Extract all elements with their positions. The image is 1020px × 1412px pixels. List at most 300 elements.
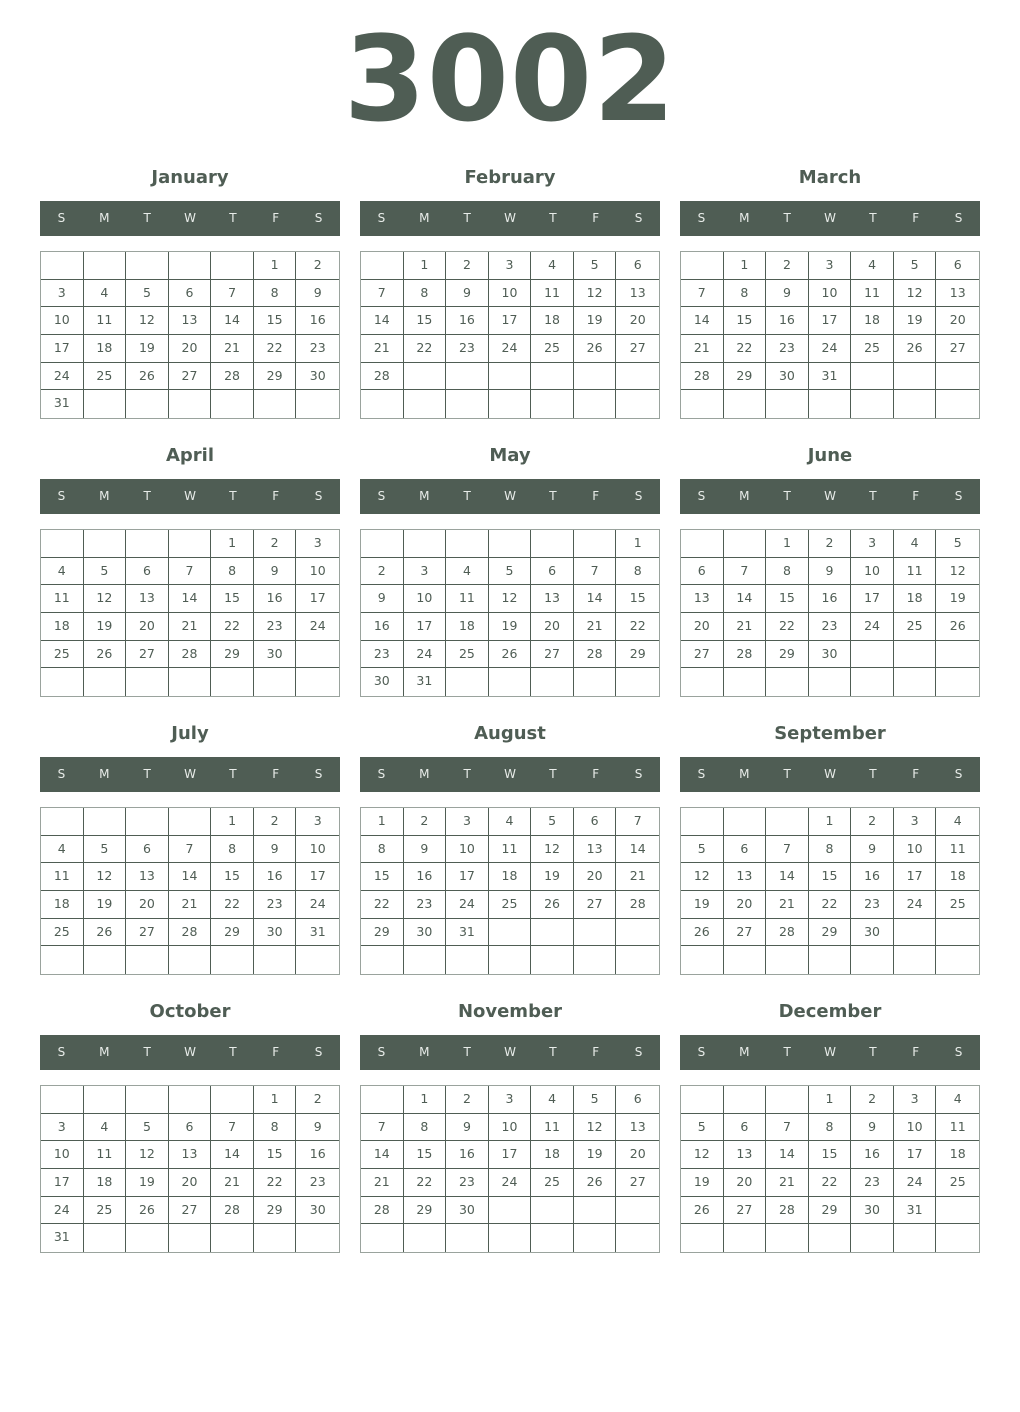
day-cell: 11: [489, 836, 532, 864]
day-cell: [296, 641, 339, 669]
month-title: November: [457, 1001, 563, 1022]
weekday-label: M: [99, 489, 110, 503]
day-cell: 1: [809, 1086, 852, 1114]
day-cell: [936, 1224, 979, 1252]
weekday-label: M: [419, 767, 430, 781]
day-cell: 21: [766, 891, 809, 919]
day-cell: [574, 668, 617, 696]
day-cell: 7: [724, 558, 767, 586]
day-cell: 28: [766, 1197, 809, 1225]
day-cell: [41, 252, 84, 280]
weekday-label: T: [229, 211, 237, 225]
day-cell: 12: [126, 1141, 169, 1169]
day-cell: 18: [894, 585, 937, 613]
day-cell: [851, 363, 894, 391]
day-cell: 9: [361, 585, 404, 613]
weekday-label: F: [272, 489, 280, 503]
day-cell: [446, 1224, 489, 1252]
weekday-label: T: [463, 1045, 471, 1059]
weekday-label: M: [99, 1045, 110, 1059]
day-cell: 23: [851, 1169, 894, 1197]
day-cell: 4: [446, 558, 489, 586]
day-cell: 24: [446, 891, 489, 919]
day-cell: 24: [894, 891, 937, 919]
day-cell: [681, 1086, 724, 1114]
day-grid: [360, 529, 660, 697]
day-cell: 20: [169, 1169, 212, 1197]
day-cell: 24: [296, 613, 339, 641]
weekday-label: F: [592, 1045, 600, 1059]
day-cell: 5: [531, 808, 574, 836]
day-cell: 14: [211, 307, 254, 335]
day-cell: [724, 668, 767, 696]
weekday-label: T: [549, 1045, 557, 1059]
day-cell: 29: [254, 1197, 297, 1225]
day-cell: 14: [361, 1141, 404, 1169]
weekday-label: M: [739, 489, 750, 503]
day-cell: 11: [894, 558, 937, 586]
day-cell: [211, 1224, 254, 1252]
day-cell: 13: [169, 1141, 212, 1169]
day-cell: 29: [809, 1197, 852, 1225]
day-cell: [41, 668, 84, 696]
day-cell: 7: [169, 836, 212, 864]
day-cell: 11: [84, 1141, 127, 1169]
day-grid: [40, 807, 340, 975]
day-cell: 13: [936, 280, 979, 308]
day-cell: 14: [574, 585, 617, 613]
day-cell: 4: [851, 252, 894, 280]
day-cell: 8: [809, 836, 852, 864]
day-cell: 16: [809, 585, 852, 613]
day-cell: 15: [404, 307, 447, 335]
day-cell: 27: [531, 641, 574, 669]
day-cell: [681, 1224, 724, 1252]
day-cell: [531, 919, 574, 947]
day-cell: 8: [211, 836, 254, 864]
day-cell: 21: [361, 335, 404, 363]
day-cell: 8: [211, 558, 254, 586]
day-cell: [446, 946, 489, 974]
day-cell: [936, 363, 979, 391]
day-cell: 17: [41, 1169, 84, 1197]
weekday-header: [680, 1035, 980, 1070]
day-cell: 15: [361, 863, 404, 891]
day-cell: 28: [616, 891, 659, 919]
weekday-label: T: [229, 767, 237, 781]
day-cell: 29: [254, 363, 297, 391]
day-cell: 5: [126, 280, 169, 308]
day-cell: 19: [489, 613, 532, 641]
day-cell: 31: [296, 919, 339, 947]
day-cell: 4: [84, 1114, 127, 1142]
day-cell: [894, 390, 937, 418]
day-cell: 3: [296, 808, 339, 836]
day-cell: [126, 668, 169, 696]
day-cell: 9: [254, 558, 297, 586]
day-cell: [84, 1224, 127, 1252]
day-cell: 23: [446, 1169, 489, 1197]
day-cell: 28: [766, 919, 809, 947]
day-cell: 23: [404, 891, 447, 919]
day-cell: 27: [616, 335, 659, 363]
day-cell: 29: [616, 641, 659, 669]
day-cell: [724, 530, 767, 558]
day-cell: 26: [84, 641, 127, 669]
day-cell: [296, 1224, 339, 1252]
day-cell: [489, 363, 532, 391]
day-cell: 16: [296, 307, 339, 335]
day-cell: 23: [254, 613, 297, 641]
day-cell: 16: [446, 307, 489, 335]
day-cell: 1: [404, 1086, 447, 1114]
weekday-label: T: [463, 211, 471, 225]
day-cell: 8: [616, 558, 659, 586]
day-cell: 19: [681, 891, 724, 919]
day-cell: 13: [574, 836, 617, 864]
weekday-label: W: [824, 211, 836, 225]
day-cell: 15: [809, 863, 852, 891]
day-cell: 29: [724, 363, 767, 391]
day-cell: 9: [446, 280, 489, 308]
day-cell: [169, 946, 212, 974]
day-cell: 14: [766, 863, 809, 891]
day-grid: [680, 529, 980, 697]
day-cell: 24: [296, 891, 339, 919]
day-cell: 8: [809, 1114, 852, 1142]
day-cell: [894, 1224, 937, 1252]
day-cell: 28: [361, 1197, 404, 1225]
day-cell: 20: [126, 613, 169, 641]
day-cell: 1: [404, 252, 447, 280]
day-cell: [254, 668, 297, 696]
day-cell: 29: [361, 919, 404, 947]
day-cell: 25: [489, 891, 532, 919]
day-cell: 12: [936, 558, 979, 586]
weekday-label: T: [463, 489, 471, 503]
day-cell: 26: [936, 613, 979, 641]
day-cell: 10: [41, 307, 84, 335]
day-cell: 4: [84, 280, 127, 308]
day-cell: [766, 1224, 809, 1252]
day-cell: 22: [766, 613, 809, 641]
day-cell: 22: [254, 335, 297, 363]
day-cell: 5: [84, 836, 127, 864]
day-cell: 29: [211, 919, 254, 947]
day-cell: 15: [809, 1141, 852, 1169]
day-cell: 2: [296, 1086, 339, 1114]
day-cell: 4: [894, 530, 937, 558]
day-cell: 17: [296, 863, 339, 891]
day-cell: [809, 668, 852, 696]
day-cell: [126, 808, 169, 836]
day-cell: [724, 1224, 767, 1252]
weekday-label: F: [592, 211, 600, 225]
day-cell: [574, 919, 617, 947]
weekday-header: [40, 479, 340, 514]
weekday-label: S: [377, 489, 386, 503]
weekday-label: F: [912, 489, 920, 503]
day-cell: [361, 390, 404, 418]
weekday-label: F: [912, 211, 920, 225]
day-cell: 21: [169, 891, 212, 919]
day-cell: 6: [936, 252, 979, 280]
weekday-header: [360, 1035, 660, 1070]
day-cell: [531, 390, 574, 418]
day-cell: [446, 530, 489, 558]
day-grid: [40, 251, 340, 419]
day-cell: [616, 363, 659, 391]
day-cell: 19: [681, 1169, 724, 1197]
weekday-label: S: [697, 767, 706, 781]
weekday-label: F: [272, 767, 280, 781]
day-cell: 27: [169, 363, 212, 391]
day-cell: 26: [894, 335, 937, 363]
day-cell: 27: [724, 919, 767, 947]
day-cell: [169, 252, 212, 280]
weekday-label: S: [634, 767, 643, 781]
day-cell: [894, 641, 937, 669]
day-cell: 25: [531, 1169, 574, 1197]
weekday-header: [680, 479, 980, 514]
day-cell: 26: [531, 891, 574, 919]
day-cell: [404, 1224, 447, 1252]
day-cell: 24: [489, 335, 532, 363]
day-cell: 2: [809, 530, 852, 558]
day-cell: [851, 946, 894, 974]
day-cell: 21: [361, 1169, 404, 1197]
day-cell: [616, 1224, 659, 1252]
day-cell: 27: [574, 891, 617, 919]
day-cell: 7: [211, 1114, 254, 1142]
day-cell: 30: [254, 919, 297, 947]
day-cell: [531, 363, 574, 391]
day-cell: 13: [126, 585, 169, 613]
day-cell: 10: [296, 558, 339, 586]
day-cell: 15: [254, 1141, 297, 1169]
day-cell: 10: [894, 836, 937, 864]
day-cell: 18: [84, 335, 127, 363]
weekday-label: T: [869, 489, 877, 503]
day-cell: 23: [766, 335, 809, 363]
weekday-label: W: [504, 489, 516, 503]
day-cell: [126, 390, 169, 418]
day-cell: 12: [681, 863, 724, 891]
day-cell: 13: [169, 307, 212, 335]
day-cell: [489, 946, 532, 974]
day-cell: 20: [616, 307, 659, 335]
day-cell: 10: [296, 836, 339, 864]
day-cell: 21: [616, 863, 659, 891]
day-cell: [211, 946, 254, 974]
day-cell: [446, 363, 489, 391]
day-cell: 18: [851, 307, 894, 335]
day-cell: 12: [126, 307, 169, 335]
day-cell: 19: [84, 613, 127, 641]
day-cell: 1: [211, 530, 254, 558]
day-cell: 12: [489, 585, 532, 613]
day-cell: [766, 808, 809, 836]
day-cell: 5: [574, 252, 617, 280]
day-cell: 23: [361, 641, 404, 669]
day-cell: 13: [681, 585, 724, 613]
day-cell: 3: [489, 1086, 532, 1114]
day-cell: 23: [851, 891, 894, 919]
day-cell: [361, 1086, 404, 1114]
day-cell: [41, 1086, 84, 1114]
weekday-label: T: [143, 1045, 151, 1059]
day-cell: 8: [404, 1114, 447, 1142]
day-cell: [681, 530, 724, 558]
day-cell: 24: [809, 335, 852, 363]
weekday-label: S: [57, 1045, 66, 1059]
day-cell: 28: [681, 363, 724, 391]
day-cell: 3: [894, 1086, 937, 1114]
day-cell: [616, 919, 659, 947]
day-cell: 29: [211, 641, 254, 669]
day-cell: 6: [169, 280, 212, 308]
day-cell: 4: [936, 1086, 979, 1114]
day-cell: 2: [766, 252, 809, 280]
day-cell: 18: [936, 1141, 979, 1169]
day-cell: 1: [724, 252, 767, 280]
day-cell: [126, 530, 169, 558]
day-cell: 26: [126, 363, 169, 391]
day-cell: 5: [894, 252, 937, 280]
weekday-label: T: [869, 767, 877, 781]
weekday-label: S: [954, 767, 963, 781]
weekday-label: T: [549, 489, 557, 503]
day-cell: 17: [404, 613, 447, 641]
day-cell: 14: [169, 585, 212, 613]
day-cell: 12: [894, 280, 937, 308]
day-cell: 5: [574, 1086, 617, 1114]
day-cell: [766, 1086, 809, 1114]
day-cell: [254, 946, 297, 974]
weekday-label: M: [739, 211, 750, 225]
day-cell: 1: [809, 808, 852, 836]
day-cell: 9: [254, 836, 297, 864]
weekday-label: T: [549, 211, 557, 225]
day-cell: [894, 946, 937, 974]
day-cell: 17: [894, 1141, 937, 1169]
weekday-label: T: [143, 767, 151, 781]
day-cell: 18: [489, 863, 532, 891]
day-cell: 24: [404, 641, 447, 669]
day-cell: 23: [296, 335, 339, 363]
day-cell: 24: [41, 363, 84, 391]
day-cell: 15: [211, 863, 254, 891]
weekday-header: [680, 757, 980, 792]
weekday-label: T: [783, 489, 791, 503]
day-cell: 30: [766, 363, 809, 391]
day-cell: [404, 363, 447, 391]
day-cell: 3: [446, 808, 489, 836]
day-cell: [936, 668, 979, 696]
day-cell: 4: [531, 252, 574, 280]
month-title: July: [171, 723, 209, 744]
day-cell: [84, 390, 127, 418]
day-cell: 7: [169, 558, 212, 586]
day-cell: 14: [211, 1141, 254, 1169]
day-cell: 9: [446, 1114, 489, 1142]
day-cell: 15: [766, 585, 809, 613]
day-cell: [211, 668, 254, 696]
day-cell: 8: [766, 558, 809, 586]
day-cell: 21: [766, 1169, 809, 1197]
day-cell: 11: [531, 1114, 574, 1142]
day-cell: 1: [254, 1086, 297, 1114]
weekday-label: S: [57, 489, 66, 503]
day-cell: 15: [211, 585, 254, 613]
day-cell: [574, 1224, 617, 1252]
day-cell: 19: [574, 307, 617, 335]
weekday-label: W: [824, 489, 836, 503]
day-cell: 10: [489, 1114, 532, 1142]
day-cell: 6: [724, 1114, 767, 1142]
weekday-label: S: [697, 1045, 706, 1059]
day-cell: [296, 668, 339, 696]
day-cell: 24: [851, 613, 894, 641]
day-cell: 31: [446, 919, 489, 947]
day-cell: [41, 946, 84, 974]
day-grid: [680, 807, 980, 975]
month-title: March: [798, 167, 862, 188]
day-cell: 14: [766, 1141, 809, 1169]
day-cell: [616, 668, 659, 696]
day-cell: 20: [936, 307, 979, 335]
day-cell: 30: [254, 641, 297, 669]
day-cell: 28: [361, 363, 404, 391]
day-cell: 21: [211, 335, 254, 363]
day-cell: [254, 1224, 297, 1252]
day-grid: [360, 807, 660, 975]
day-cell: [489, 919, 532, 947]
weekday-label: T: [229, 489, 237, 503]
day-cell: 12: [681, 1141, 724, 1169]
day-cell: 6: [616, 1086, 659, 1114]
day-cell: 7: [211, 280, 254, 308]
day-cell: 16: [766, 307, 809, 335]
day-cell: [809, 1224, 852, 1252]
day-cell: 8: [254, 1114, 297, 1142]
day-cell: 22: [724, 335, 767, 363]
weekday-label: F: [912, 767, 920, 781]
day-cell: [361, 946, 404, 974]
day-cell: 6: [169, 1114, 212, 1142]
day-cell: 26: [574, 1169, 617, 1197]
day-cell: 28: [169, 641, 212, 669]
day-cell: [574, 363, 617, 391]
day-cell: 18: [531, 307, 574, 335]
day-cell: 22: [616, 613, 659, 641]
day-cell: 15: [616, 585, 659, 613]
day-cell: 12: [574, 280, 617, 308]
day-cell: 19: [126, 335, 169, 363]
weekday-label: T: [869, 211, 877, 225]
day-cell: 26: [574, 335, 617, 363]
day-cell: 11: [531, 280, 574, 308]
day-cell: [936, 919, 979, 947]
day-cell: 12: [84, 585, 127, 613]
day-cell: 23: [296, 1169, 339, 1197]
weekday-label: S: [697, 489, 706, 503]
day-grid: [360, 1085, 660, 1253]
day-cell: 26: [126, 1197, 169, 1225]
day-cell: [126, 946, 169, 974]
day-cell: 10: [489, 280, 532, 308]
day-cell: 17: [489, 307, 532, 335]
